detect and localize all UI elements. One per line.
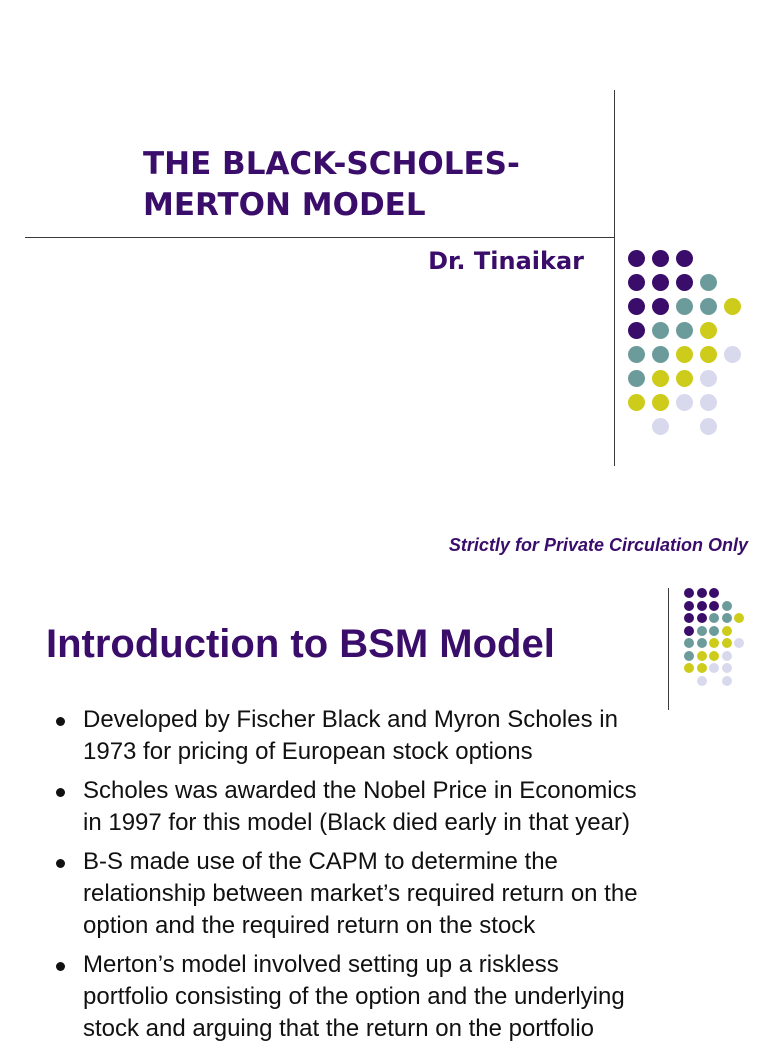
decorative-dot — [709, 663, 719, 673]
decorative-dot — [697, 676, 707, 686]
decorative-dot — [697, 613, 707, 623]
bullet-line: Merton’s model involved setting up a riskless — [83, 951, 559, 978]
decorative-dot — [722, 613, 732, 623]
bullet-line: Developed by Fischer Black and Myron Scholes in — [83, 706, 618, 733]
decorative-dot — [722, 626, 732, 636]
decorative-dot — [700, 322, 717, 339]
bullet-item — [50, 775, 730, 839]
decorative-dot — [724, 346, 741, 363]
circulation-notice: Strictly for Private Circulation Only — [448, 535, 748, 555]
decorative-dot — [628, 274, 645, 291]
decorative-dot — [709, 638, 719, 648]
decorative-dot — [697, 626, 707, 636]
decorative-dot — [676, 274, 693, 291]
bullet-line: 1973 for pricing of European stock options — [83, 738, 533, 765]
bullet-line: relationship between market’s required return on the — [83, 880, 638, 907]
decorative-dot — [628, 298, 645, 315]
intro-slide — [0, 580, 768, 1042]
vertical-rule — [668, 588, 669, 710]
decorative-dot — [722, 663, 732, 673]
decorative-dot — [722, 638, 732, 648]
decorative-dot — [652, 394, 669, 411]
decorative-dot — [697, 663, 707, 673]
decorative-dot — [652, 322, 669, 339]
slide-title-line: MERTON MODEL — [143, 187, 426, 223]
decorative-dot — [734, 638, 744, 648]
decorative-dot — [676, 298, 693, 315]
decorative-dot — [676, 394, 693, 411]
decorative-dot — [697, 588, 707, 598]
decorative-dot — [697, 651, 707, 661]
decorative-dot — [676, 250, 693, 267]
decorative-dot — [652, 274, 669, 291]
decorative-dot — [734, 613, 744, 623]
decorative-dot — [722, 651, 732, 661]
decorative-dot — [628, 322, 645, 339]
slide-title-line: THE BLACK-SCHOLES- — [143, 146, 520, 182]
bullet-list — [50, 704, 730, 1052]
bullet-line: Scholes was awarded the Nobel Price in Economics — [83, 777, 637, 804]
decorative-dot — [724, 298, 741, 315]
slide-title: Introduction to BSM Model — [46, 622, 555, 666]
bullet-item — [50, 846, 730, 942]
bullet-line: stock and arguing that the return on the portfolio — [83, 1015, 594, 1042]
decorative-dot — [676, 370, 693, 387]
decorative-dot — [709, 613, 719, 623]
decorative-dot — [700, 298, 717, 315]
decorative-dot — [628, 346, 645, 363]
bullet-item — [50, 949, 730, 1045]
decorative-dot — [684, 663, 694, 673]
decorative-dot — [697, 601, 707, 611]
decorative-dot — [652, 298, 669, 315]
bullet-line: option and the required return on the stock — [83, 912, 536, 939]
decorative-dot — [628, 394, 645, 411]
decorative-dot — [700, 370, 717, 387]
decorative-dot — [652, 250, 669, 267]
decorative-dot — [684, 638, 694, 648]
decorative-dot — [652, 370, 669, 387]
bullet-line: portfolio consisting of the option and the underlying — [83, 983, 625, 1010]
horizontal-rule — [25, 237, 614, 238]
bullet-line: in 1997 for this model (Black died early in that year) — [83, 809, 630, 836]
bullet-line: B-S made use of the CAPM to determine the — [83, 848, 558, 875]
decorative-dot — [628, 370, 645, 387]
decorative-dot — [700, 274, 717, 291]
decorative-dot — [628, 250, 645, 267]
vertical-rule — [614, 90, 615, 466]
decorative-dot — [700, 418, 717, 435]
decorative-dot — [676, 322, 693, 339]
decorative-dot — [722, 601, 732, 611]
decorative-dot — [684, 613, 694, 623]
bullet-item — [50, 704, 730, 768]
slide-title — [143, 144, 603, 226]
author-name: Dr. Tinaikar — [428, 247, 584, 275]
decorative-dot — [684, 601, 694, 611]
decorative-dot — [684, 651, 694, 661]
decorative-dot — [652, 346, 669, 363]
decorative-dot — [709, 626, 719, 636]
decorative-dot — [676, 346, 693, 363]
decorative-dot — [709, 601, 719, 611]
decorative-dot — [700, 346, 717, 363]
decorative-dot — [652, 418, 669, 435]
decorative-dot — [722, 676, 732, 686]
decorative-dot — [684, 626, 694, 636]
decorative-dot — [684, 588, 694, 598]
decorative-dot — [709, 651, 719, 661]
decorative-dot — [700, 394, 717, 411]
decorative-dot — [709, 588, 719, 598]
decorative-dot — [697, 638, 707, 648]
